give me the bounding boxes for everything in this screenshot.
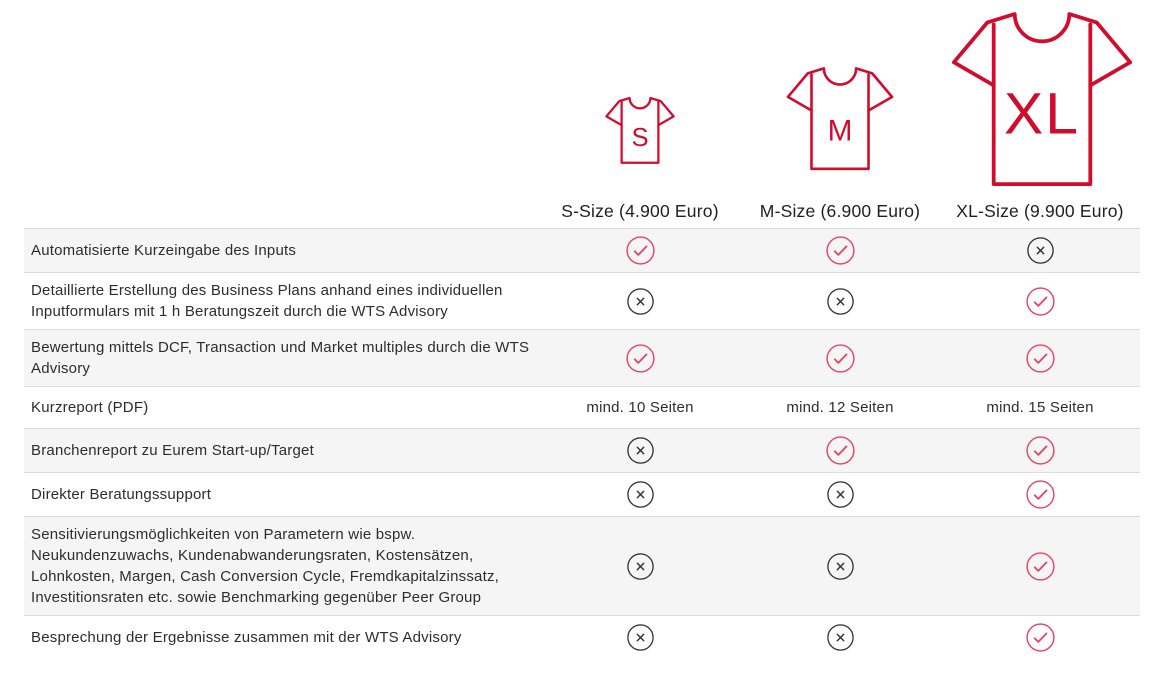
cross-circle-icon	[827, 624, 854, 651]
cross-circle-icon	[627, 553, 654, 580]
check-circle-icon	[626, 344, 655, 373]
value-cell-m	[740, 236, 940, 265]
value-cell-s	[540, 236, 740, 265]
value-cell-xl	[940, 436, 1140, 465]
check-circle-icon	[826, 344, 855, 373]
check-circle-icon	[626, 236, 655, 265]
feature-label: Kurzreport (PDF)	[31, 399, 149, 416]
tshirt-size-xl-icon	[937, 0, 1147, 203]
value-cell-m	[740, 436, 940, 465]
table-row	[24, 386, 1140, 428]
value-cell-s	[540, 437, 740, 464]
check-circle-icon	[826, 236, 855, 265]
check-circle-icon	[1026, 552, 1055, 581]
column-header-s-size: S-Size (4.900 Euro)	[561, 201, 719, 221]
value-cell-xl	[940, 237, 1140, 264]
value-cell-s	[540, 624, 740, 651]
value-cell-xl	[940, 623, 1140, 652]
value-cell-m	[740, 553, 940, 580]
value-cell-m	[740, 288, 940, 315]
cross-circle-icon	[827, 288, 854, 315]
value-cell-s	[540, 344, 740, 373]
feature-label: Sensitivierungsmöglichkeiten von Parametern wie bspw. Neukundenzuwachs, Kundenabwanderungsraten, Kostensätzen, Lohnkosten, Margen, Cash Conversion Cycle, Fremdkapitalzinssatz, Investitionsraten etc. sowie Benchmarking gegenüber Peer Group	[31, 526, 500, 606]
check-circle-icon	[1026, 287, 1055, 316]
table-row	[24, 472, 1140, 516]
value-cell-s: mind. 10 Seiten	[586, 399, 694, 416]
check-circle-icon	[1026, 344, 1055, 373]
table-row	[24, 615, 1140, 659]
cross-circle-icon	[627, 437, 654, 464]
tshirt-letter-xl: XL	[1003, 81, 1081, 147]
table-row	[24, 428, 1140, 472]
check-circle-icon	[1026, 436, 1055, 465]
table-row	[24, 272, 1140, 329]
value-cell-xl	[940, 480, 1140, 509]
value-cell-xl	[940, 287, 1140, 316]
cross-circle-icon	[627, 624, 654, 651]
pricing-header	[0, 0, 1170, 228]
size-column-headers	[24, 201, 1140, 222]
cross-circle-icon	[827, 481, 854, 508]
value-cell-xl	[940, 552, 1140, 581]
tshirt-letter-m: M	[827, 114, 853, 148]
check-circle-icon	[826, 436, 855, 465]
feature-label: Automatisierte Kurzeingabe des Inputs	[31, 242, 297, 259]
tshirt-size-m-icon	[778, 56, 902, 180]
value-cell-s	[540, 553, 740, 580]
feature-label: Bewertung mittels DCF, Transaction und Market multiples durch die WTS Advisory	[31, 339, 530, 377]
feature-label: Detaillierte Erstellung des Business Plans anhand eines individuellen Inputformulars mit 1 h Beratungszeit durch die WTS Advisory	[31, 282, 503, 320]
feature-label: Direkter Beratungssupport	[31, 486, 212, 503]
check-circle-icon	[1026, 480, 1055, 509]
feature-comparison-table	[24, 228, 1140, 659]
value-cell-m: mind. 12 Seiten	[786, 399, 894, 416]
column-header-m-size: M-Size (6.900 Euro)	[759, 201, 921, 221]
column-header-xl-size: XL-Size (9.900 Euro)	[956, 201, 1124, 221]
cross-circle-icon	[1027, 237, 1054, 264]
value-cell-xl: mind. 15 Seiten	[986, 399, 1094, 416]
tshirt-letter-s: S	[631, 124, 649, 152]
cross-circle-icon	[627, 481, 654, 508]
feature-label: Besprechung der Ergebnisse zusammen mit der WTS Advisory	[31, 629, 462, 646]
value-cell-s	[540, 288, 740, 315]
table-row	[24, 516, 1140, 615]
tshirt-size-s-icon	[600, 90, 680, 170]
value-cell-m	[740, 624, 940, 651]
value-cell-m	[740, 481, 940, 508]
table-row	[24, 228, 1140, 272]
cross-circle-icon	[627, 288, 654, 315]
value-cell-xl	[940, 344, 1140, 373]
value-cell-m	[740, 344, 940, 373]
cross-circle-icon	[827, 553, 854, 580]
check-circle-icon	[1026, 623, 1055, 652]
table-row	[24, 329, 1140, 386]
feature-label: Branchenreport zu Eurem Start-up/Target	[31, 442, 314, 459]
value-cell-s	[540, 481, 740, 508]
